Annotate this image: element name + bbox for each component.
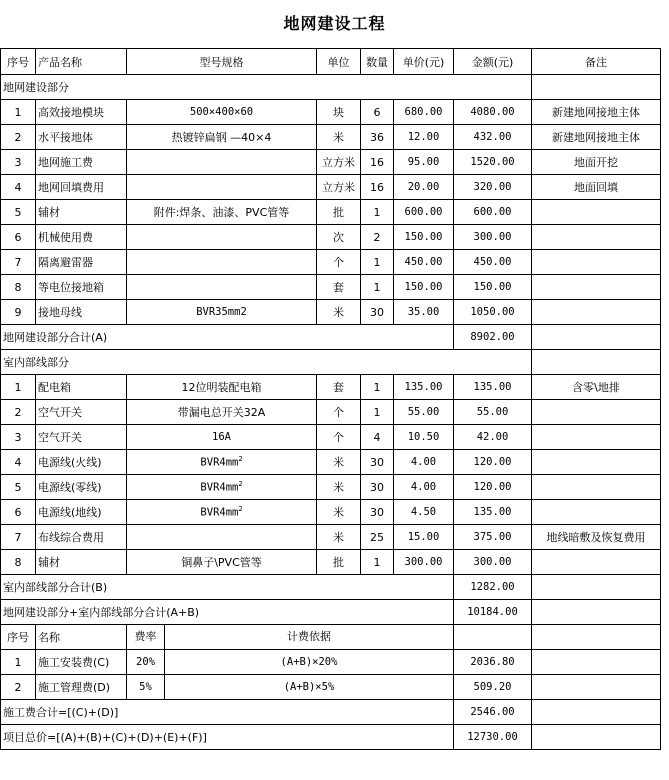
row-spec	[127, 150, 317, 175]
row-price: 300.00	[394, 550, 454, 575]
header-note: 备注	[532, 49, 661, 75]
fee-amount: 509.20	[454, 675, 532, 700]
row-amount: 120.00	[454, 475, 532, 500]
row-price: 600.00	[394, 200, 454, 225]
row-spec	[127, 300, 317, 325]
row-note	[532, 450, 661, 475]
row-note	[532, 200, 661, 225]
grand-total-value: 12730.00	[454, 725, 532, 750]
table-row	[1, 225, 661, 250]
subtotal-row	[1, 325, 661, 350]
row-no: 9	[1, 300, 36, 325]
row-name: 接地母线	[36, 300, 127, 325]
header-price: 单价(元)	[394, 49, 454, 75]
spec-text: 12位明装配电箱	[181, 381, 262, 394]
row-amount: 150.00	[454, 275, 532, 300]
row-qty: 1	[361, 375, 394, 400]
section-title-row	[1, 75, 661, 100]
row-no: 5	[1, 200, 36, 225]
row-spec	[127, 550, 317, 575]
header-no: 序号	[1, 49, 36, 75]
table-row	[1, 500, 661, 525]
spec-text: 铜鼻子\PVC管等	[181, 556, 262, 569]
document-title: 地网建设工程	[283, 14, 386, 33]
row-no: 2	[1, 125, 36, 150]
row-no: 4	[1, 450, 36, 475]
spec-text: 热镀锌扁钢 —40×4	[171, 131, 272, 144]
row-amount: 135.00	[454, 500, 532, 525]
spec-superscript: 2	[238, 455, 243, 464]
row-unit: 立方米	[317, 175, 361, 200]
row-note	[532, 425, 661, 450]
fee-total-value: 2546.00	[454, 700, 532, 725]
row-amount: 42.00	[454, 425, 532, 450]
row-no: 8	[1, 550, 36, 575]
empty-cell	[532, 650, 661, 675]
row-qty: 30	[361, 300, 394, 325]
row-amount: 55.00	[454, 400, 532, 425]
row-note	[532, 550, 661, 575]
row-spec	[127, 400, 317, 425]
subtotal-label: 室内部线部分合计(B)	[1, 575, 454, 600]
fee-rate-basis	[127, 650, 454, 675]
row-name: 电源线(零线)	[36, 475, 127, 500]
subtotal-label: 地网建设部分合计(A)	[1, 325, 454, 350]
table-row	[1, 375, 661, 400]
row-unit: 米	[317, 450, 361, 475]
fees-header-rate	[127, 625, 454, 650]
row-amount: 450.00	[454, 250, 532, 275]
row-unit: 批	[317, 550, 361, 575]
fee-name: 施工安装费(C)	[36, 650, 127, 675]
table-row	[1, 250, 661, 275]
row-qty: 30	[361, 475, 394, 500]
row-price: 680.00	[394, 100, 454, 125]
row-qty: 2	[361, 225, 394, 250]
row-price: 4.00	[394, 475, 454, 500]
row-no: 1	[1, 100, 36, 125]
row-amount: 300.00	[454, 225, 532, 250]
row-note: 地面回填	[532, 175, 661, 200]
header-row	[1, 49, 661, 75]
fees-header-no: 序号	[1, 625, 36, 650]
row-unit: 个	[317, 400, 361, 425]
row-note	[532, 300, 661, 325]
row-amount: 4080.00	[454, 100, 532, 125]
row-qty: 36	[361, 125, 394, 150]
spec-superscript: 2	[238, 480, 243, 489]
row-unit: 米	[317, 125, 361, 150]
row-note	[532, 400, 661, 425]
row-price: 450.00	[394, 250, 454, 275]
table-row	[1, 175, 661, 200]
row-name: 地网回填费用	[36, 175, 127, 200]
table-row	[1, 100, 661, 125]
section-title: 地网建设部分	[1, 75, 532, 100]
table-row	[1, 300, 661, 325]
row-amount: 1050.00	[454, 300, 532, 325]
fee-rate: 20%	[127, 650, 165, 674]
header-spec: 型号规格	[127, 49, 317, 75]
table-row	[1, 125, 661, 150]
row-note	[532, 500, 661, 525]
fee-row	[1, 675, 661, 700]
row-note	[532, 250, 661, 275]
row-unit: 套	[317, 375, 361, 400]
spec-text: 附件:焊条、油漆、PVC管等	[153, 206, 290, 219]
table-row	[1, 200, 661, 225]
row-qty: 1	[361, 200, 394, 225]
fee-rate: 5%	[127, 675, 165, 699]
row-spec	[127, 475, 317, 500]
row-note: 新建地网接地主体	[532, 125, 661, 150]
row-amount: 135.00	[454, 375, 532, 400]
subtotal-value: 8902.00	[454, 325, 532, 350]
row-qty: 1	[361, 275, 394, 300]
row-name: 隔离避雷器	[36, 250, 127, 275]
row-qty: 25	[361, 525, 394, 550]
row-qty: 1	[361, 400, 394, 425]
row-spec	[127, 450, 317, 475]
row-unit: 块	[317, 100, 361, 125]
spec-text: BVR4mm	[200, 481, 239, 494]
section-title-row	[1, 350, 661, 375]
fee-basis: (A+B)×5%	[283, 681, 335, 693]
row-unit: 个	[317, 250, 361, 275]
row-price: 4.00	[394, 450, 454, 475]
row-qty: 1	[361, 550, 394, 575]
row-no: 7	[1, 250, 36, 275]
empty-cell	[532, 575, 661, 600]
spec-text: 带漏电总开关32A	[177, 406, 266, 419]
empty-cell	[454, 625, 532, 650]
row-name: 配电箱	[36, 375, 127, 400]
empty-cell	[532, 75, 661, 100]
row-no: 6	[1, 500, 36, 525]
row-name: 电源线(火线)	[36, 450, 127, 475]
row-amount: 432.00	[454, 125, 532, 150]
total-ab-label: 地网建设部分+室内部线部分合计(A+B)	[1, 600, 454, 625]
row-no: 2	[1, 400, 36, 425]
row-name: 空气开关	[36, 425, 127, 450]
row-name: 布线综合费用	[36, 525, 127, 550]
header-qty: 数量	[361, 49, 394, 75]
row-price: 15.00	[394, 525, 454, 550]
row-name: 地网施工费	[36, 150, 127, 175]
empty-cell	[532, 700, 661, 725]
table-row	[1, 450, 661, 475]
fees-header-row	[1, 625, 661, 650]
row-unit: 米	[317, 300, 361, 325]
empty-cell	[532, 600, 661, 625]
table-row	[1, 275, 661, 300]
header-name: 产品名称	[36, 49, 127, 75]
row-spec	[127, 200, 317, 225]
row-price: 95.00	[394, 150, 454, 175]
spec-text: BVR35mm2	[196, 306, 247, 318]
fee-basis: (A+B)×20%	[280, 656, 338, 668]
fee-total-label: 施工费合计=[(C)+(D)]	[1, 700, 454, 725]
quote-table-wrapper	[0, 48, 661, 750]
row-no: 7	[1, 525, 36, 550]
row-spec	[127, 100, 317, 125]
row-qty: 30	[361, 500, 394, 525]
fee-name: 施工管理费(D)	[36, 675, 127, 700]
section-title: 室内部线部分	[1, 350, 532, 375]
fees-header-name: 名称	[36, 625, 127, 650]
row-qty: 30	[361, 450, 394, 475]
row-note	[532, 475, 661, 500]
table-row	[1, 525, 661, 550]
empty-cell	[532, 325, 661, 350]
row-price: 4.50	[394, 500, 454, 525]
grand-total-label: 项目总价=[(A)+(B)+(C)+(D)+(E)+(F)]	[1, 725, 454, 750]
row-no: 6	[1, 225, 36, 250]
empty-cell	[532, 725, 661, 750]
table-row	[1, 400, 661, 425]
grand-total-row	[1, 725, 661, 750]
row-qty: 6	[361, 100, 394, 125]
table-row	[1, 550, 661, 575]
row-price: 135.00	[394, 375, 454, 400]
row-unit: 套	[317, 275, 361, 300]
row-name: 空气开关	[36, 400, 127, 425]
row-name: 等电位接地箱	[36, 275, 127, 300]
row-unit: 个	[317, 425, 361, 450]
fee-row	[1, 650, 661, 675]
row-unit: 批	[317, 200, 361, 225]
row-note: 地线暗敷及恢复费用	[532, 525, 661, 550]
fees-header-rate-label: 费率	[127, 625, 165, 649]
table-row	[1, 475, 661, 500]
row-name: 水平接地体	[36, 125, 127, 150]
row-price: 150.00	[394, 275, 454, 300]
fee-amount: 2036.80	[454, 650, 532, 675]
row-price: 10.50	[394, 425, 454, 450]
row-price: 35.00	[394, 300, 454, 325]
row-amount: 1520.00	[454, 150, 532, 175]
row-qty: 16	[361, 150, 394, 175]
row-price: 20.00	[394, 175, 454, 200]
empty-cell	[532, 625, 661, 650]
row-spec	[127, 375, 317, 400]
subtotal-row	[1, 575, 661, 600]
row-amount: 375.00	[454, 525, 532, 550]
row-unit: 立方米	[317, 150, 361, 175]
row-note: 含零\地排	[532, 375, 661, 400]
row-spec	[127, 225, 317, 250]
row-spec	[127, 125, 317, 150]
spec-text: BVR4mm	[200, 456, 239, 469]
spec-text: 16A	[212, 431, 231, 443]
empty-cell	[532, 350, 661, 375]
row-spec	[127, 175, 317, 200]
row-qty: 4	[361, 425, 394, 450]
row-price: 150.00	[394, 225, 454, 250]
row-spec	[127, 425, 317, 450]
row-no: 4	[1, 175, 36, 200]
row-amount: 300.00	[454, 550, 532, 575]
row-name: 机械使用费	[36, 225, 127, 250]
row-unit: 米	[317, 525, 361, 550]
row-no: 3	[1, 150, 36, 175]
row-amount: 600.00	[454, 200, 532, 225]
row-no: 3	[1, 425, 36, 450]
fee-rate-basis	[127, 675, 454, 700]
header-amount: 金额(元)	[454, 49, 532, 75]
row-spec	[127, 250, 317, 275]
row-note: 地面开挖	[532, 150, 661, 175]
spec-text: 500×400×60	[189, 106, 254, 118]
row-note	[532, 225, 661, 250]
fee-no: 2	[1, 675, 36, 700]
header-unit: 单位	[317, 49, 361, 75]
row-spec	[127, 525, 317, 550]
row-name: 电源线(地线)	[36, 500, 127, 525]
row-no: 5	[1, 475, 36, 500]
row-unit: 米	[317, 500, 361, 525]
row-no: 1	[1, 375, 36, 400]
row-note	[532, 275, 661, 300]
total-ab-value: 10184.00	[454, 600, 532, 625]
table-row	[1, 150, 661, 175]
row-name: 高效接地模块	[36, 100, 127, 125]
row-name: 辅材	[36, 200, 127, 225]
row-amount: 320.00	[454, 175, 532, 200]
row-spec	[127, 500, 317, 525]
row-spec	[127, 275, 317, 300]
quote-table	[0, 48, 661, 750]
row-price: 55.00	[394, 400, 454, 425]
row-no: 8	[1, 275, 36, 300]
table-row	[1, 425, 661, 450]
empty-cell	[532, 675, 661, 700]
total-ab-row	[1, 600, 661, 625]
subtotal-value: 1282.00	[454, 575, 532, 600]
row-amount: 120.00	[454, 450, 532, 475]
row-name: 辅材	[36, 550, 127, 575]
fee-total-row	[1, 700, 661, 725]
row-qty: 16	[361, 175, 394, 200]
spec-text: BVR4mm	[200, 506, 239, 519]
fees-header-basis: 计费依据	[287, 630, 331, 643]
row-qty: 1	[361, 250, 394, 275]
row-unit: 次	[317, 225, 361, 250]
row-note: 新建地网接地主体	[532, 100, 661, 125]
fee-no: 1	[1, 650, 36, 675]
spec-superscript: 2	[238, 505, 243, 514]
row-unit: 米	[317, 475, 361, 500]
row-price: 12.00	[394, 125, 454, 150]
